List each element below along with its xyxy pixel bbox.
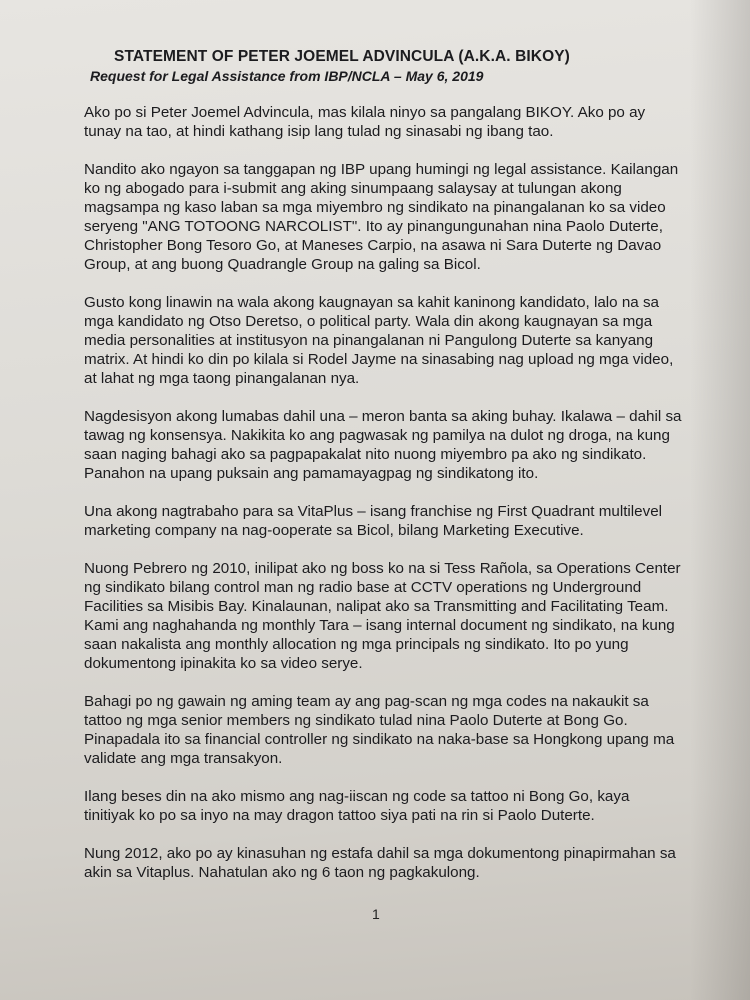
paragraph: Gusto kong linawin na wala akong kaugnayan sa kahit kaninong kandidato, lalo na sa mga kandidato ng Otso Deretso, o political party. Wala din akong kaugnayan sa mga media personalities at institusyon na pinangalanan ni Pangulong Duterte sa kanyang matrix. At hindi ko din po kilala si Rodel Jayme na sinasabing nag upload ng mga video, at lahat ng mga taong pinangalanan nya. — [84, 294, 674, 387]
document-subtitle: Request for Legal Assistance from IBP/NCLA – May 6, 2019 — [90, 68, 484, 84]
paragraph: Ilang beses din na ako mismo ang nag-iiscan ng code sa tattoo ni Bong Go, kaya tinitiyak ko po sa inyo na may dragon tattoo siya pati na rin si Paolo Duterte. — [84, 788, 630, 824]
paragraph: Ako po si Peter Joemel Advincula, mas kilala ninyo sa pangalang BIKOY. Ako po ay tunay na tao, at hindi kathang isip lang tulad ng sinasabi ng ibang tao. — [84, 104, 646, 140]
paragraph: Nagdesisyon akong lumabas dahil una – meron banta sa aking buhay. Ikalawa – dahil sa tawag ng konsensya. Nakikita ko ang pagwasak ng pamilya na dulot ng droga, na kung saan naging bahagi ako sa pagpapakalat nito nuong miyembro pa ako ng sindikato. Panahon na upang puksain ang pamamayagpag ng sindikatong ito. — [84, 408, 682, 482]
document-title: STATEMENT OF PETER JOEMEL ADVINCULA (A.K.A. BIKOY) — [114, 48, 570, 65]
page-number: 1 — [372, 906, 380, 922]
paragraph: Nuong Pebrero ng 2010, inilipat ako ng boss ko na si Tess Rañola, sa Operations Center ng sindikato bilang control man ng radio base at CCTV operations ng Underground Facilities sa Misibis Bay. Kinalaunan, nalipat ako sa Transmitting and Facilitating Team. Kami ang naghahanda ng monthly Tara – isang internal document ng sindikato, na kung saan nakalista ang monthly allocation ng mga principals ng sindikato. Ito po yung dokumentong ipinakita ko sa video serye. — [84, 560, 681, 672]
paragraph: Bahagi po ng gawain ng aming team ay ang pag-scan ng mga codes na nakaukit sa tattoo ng mga senior members ng sindikato tulad nina Paolo Duterte at Bong Go. Pinapadala ito sa financial controller ng sindikato na naka-base sa Hongkong upang ma validate ang mga transakyon. — [84, 693, 675, 767]
paragraph-list — [84, 103, 684, 882]
document-body — [84, 48, 684, 901]
paragraph: Nandito ako ngayon sa tanggapan ng IBP upang humingi ng legal assistance. Kailangan ko ng abogado para i-submit ang aking sinumpaang salaysay at tulungan akong magsampa ng kaso laban sa mga miyembro ng sindikato na pinangalanan ko sa video seryeng "ANG TOTOONG NARCOLIST". Ito ay pinangungunahan nina Paolo Duterte, Christopher Bong Tesoro Go, at Maneses Carpio, na asawa ni Sara Duterte ng Davao Group, at ang buong Quadrangle Group na galing sa Bicol. — [84, 161, 679, 273]
page-shadow — [690, 0, 750, 1000]
paragraph: Una akong nagtrabaho para sa VitaPlus – isang franchise ng First Quadrant multilevel marketing company na nag-ooperate sa Bicol, bilang Marketing Executive. — [84, 503, 663, 539]
paragraph: Nung 2012, ako po ay kinasuhan ng estafa dahil sa mga dokumentong pinapirmahan sa akin sa Vitaplus. Nahatulan ako ng 6 taon ng pagkakulong. — [84, 845, 676, 881]
